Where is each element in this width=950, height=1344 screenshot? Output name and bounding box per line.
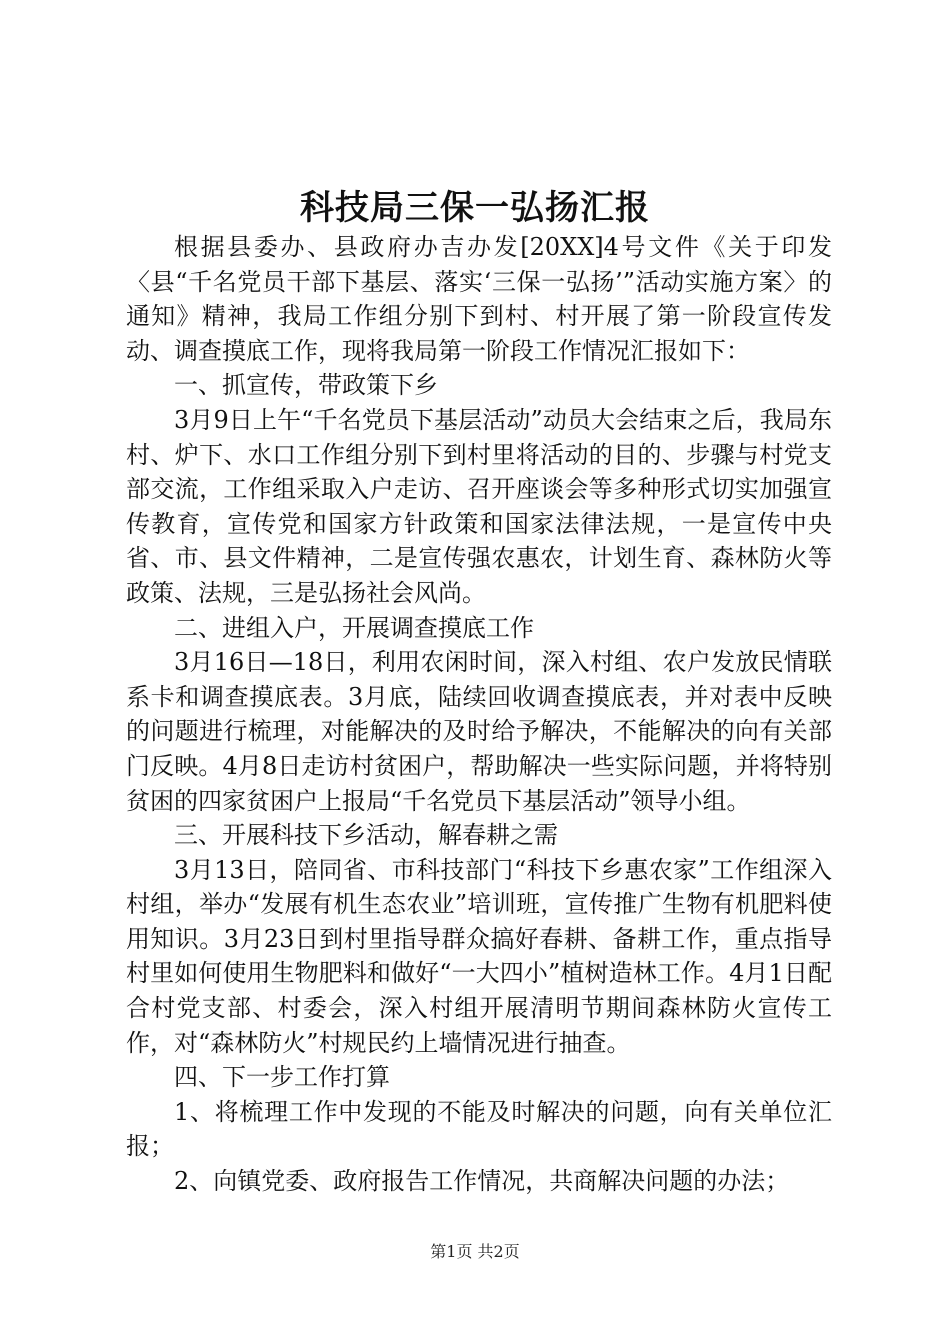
document-title: 科技局三保一弘扬汇报 [300,188,650,228]
plan-item-2: 2、向镇党委、政府报告工作情况，共商解决问题的办法； [174,1167,790,1196]
plan-item-1: 1、将梳理工作中发现的不能及时解决的问题，向有关单位汇报； [126,1097,832,1161]
section-heading-4: 四、下一步工作打算 [174,1063,390,1092]
page-footer: 第1页 共2页 [430,1242,520,1261]
paragraph-section-3: 3月13日，陪同省、市科技部门“科技下乡惠农家”工作组深入村组，举办“发展有机生态农业”培训班，宣传推广生物有机肥料使用知识。3月23日到村里指导群众搞好春耕、备耕工作，重点指导村里如何使用生物肥料和做好“一大四小”植树造林工作。4月1日配合村党支部、村委会，深入村组开展清明节期间森林防火宣传工作，对“森林防火”村规民约上墙情况进行抽查。 [126,855,832,1057]
paragraph-section-2: 3月16日—18日，利用农闲时间，深入村组、农户发放民情联系卡和调查摸底表。3月底，陆续回收调查摸底表，并对表中反映的问题进行梳理，对能解决的及时给予解决，不能解决的向有关部门反映。4月8日走访村贫困户，帮助解决一些实际问题，并将特别贫困的四家贫困户上报局“千名党员下基层活动”领导小组。 [126,648,832,815]
paragraph-intro: 根据县委办、县政府办吉办发[20XX]4号文件《关于印发〈县“千名党员干部下基层、落实‘三保一弘扬’”活动实施方案〉的通知》精神，我局工作组分别下到村、村开展了第一阶段宣传发动、调查摸底工作，现将我局第一阶段工作情况汇报如下： [126,233,832,365]
section-heading-2: 二、进组入户，开展调查摸底工作 [174,613,534,642]
section-heading-3: 三、开展科技下乡活动，解春耕之需 [174,821,558,850]
document-body [126,230,832,1199]
paragraph-section-1: 3月9日上午“千名党员下基层活动”动员大会结束之后，我局东村、炉下、水口工作组分别下到村里将活动的目的、步骤与村党支部交流，工作组采取入户走访、召开座谈会等多种形式切实加强宣传教育，宣传党和国家方针政策和国家法律法规，一是宣传中央省、市、县文件精神，二是宣传强农惠农，计划生育、森林防火等政策、法规，三是弘扬社会风尚。 [126,405,832,607]
section-heading-1: 一、抓宣传，带政策下乡 [174,371,438,400]
